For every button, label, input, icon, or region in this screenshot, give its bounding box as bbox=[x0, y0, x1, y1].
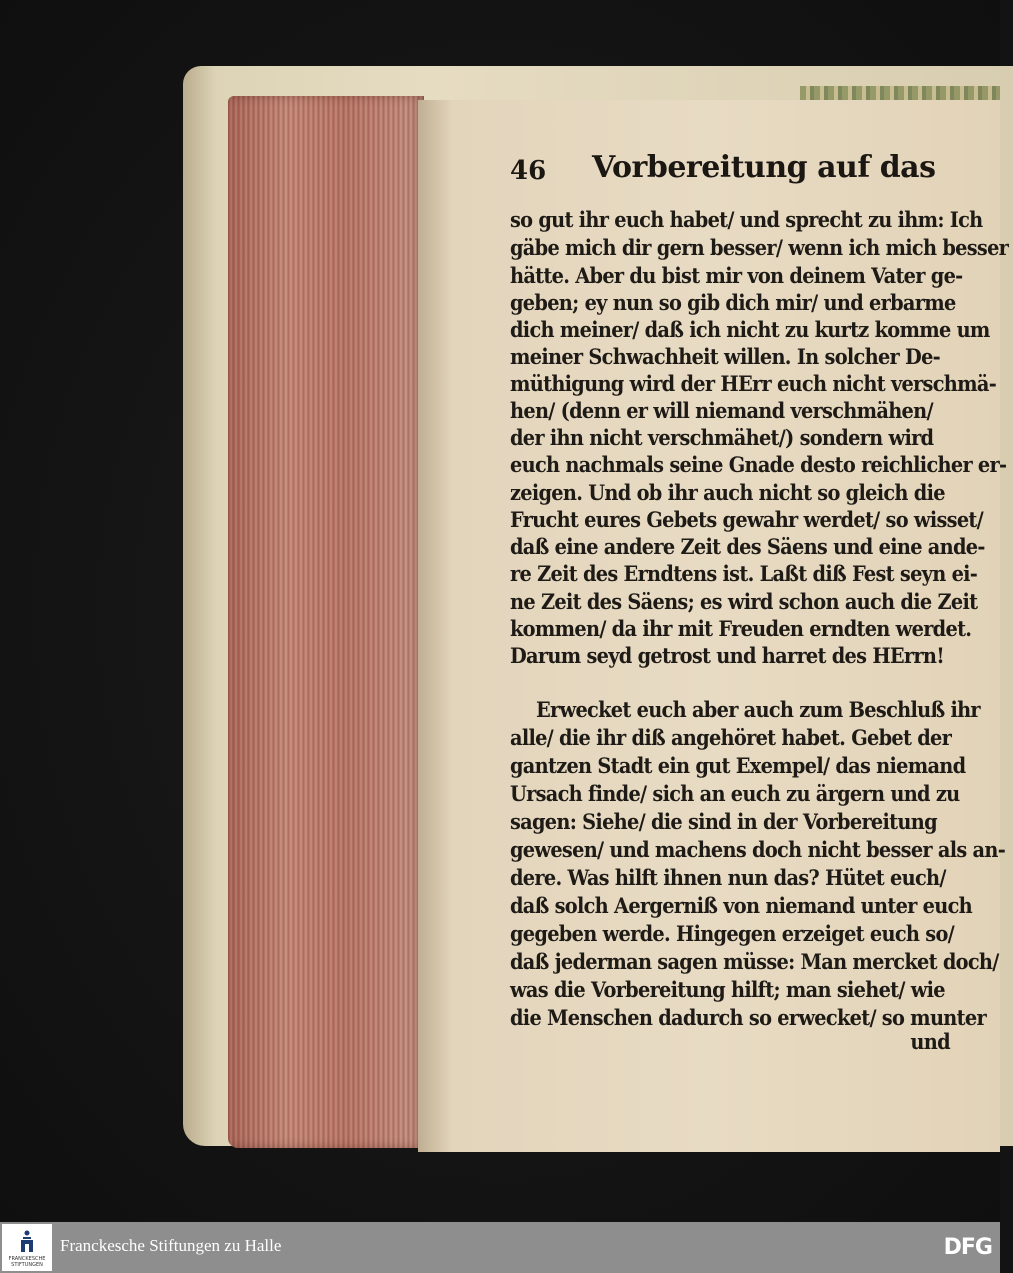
viewer-footer-bar bbox=[0, 1222, 1000, 1273]
text-line: ne Zeit des Säens; es wird schon auch die Zeit bbox=[510, 590, 978, 615]
text-line: hen/ (denn er will niemand verschmähen/ bbox=[510, 399, 933, 424]
text-line: sagen: Siehe/ die sind in der Vorbereitung bbox=[510, 810, 937, 835]
text-line: euch nachmals seine Gnade desto reichlicher er- bbox=[510, 453, 1007, 478]
dfg-logo-icon[interactable]: DFG bbox=[943, 1235, 992, 1260]
text-line: meiner Schwachheit willen. In solcher De- bbox=[510, 345, 940, 370]
text-line: Ursach finde/ sich an euch zu ärgern und zu bbox=[510, 782, 960, 807]
text-line: der ihn nicht verschmähet/) sondern wird bbox=[510, 426, 934, 451]
institution-name: Franckesche Stiftungen zu Halle bbox=[60, 1236, 282, 1255]
page-block-edge bbox=[228, 96, 424, 1148]
text-line: gegeben werde. Hingegen erzeiget euch so/ bbox=[510, 922, 954, 947]
text-line: gäbe mich dir gern besser/ wenn ich mich besser bbox=[510, 236, 1009, 261]
text-line: zeigen. Und ob ihr auch nicht so gleich die bbox=[510, 481, 945, 506]
page-text bbox=[510, 150, 1009, 1055]
text-line: daß jederman sagen müsse: Man mercket doch/ bbox=[510, 950, 999, 975]
logo-mark-icon bbox=[18, 1230, 36, 1254]
page-header bbox=[510, 150, 960, 194]
text-line: daß solch Aergerniß von niemand unter euch bbox=[510, 894, 972, 919]
text-line: so gut ihr euch habet/ und sprecht zu ihm: Ich bbox=[510, 208, 983, 233]
text-line: Darum seyd getrost und harret des HErrn! bbox=[510, 644, 944, 669]
logo-caption: FRANCKESCHE STIFTUNGEN bbox=[8, 1256, 46, 1268]
text-line: die Menschen dadurch so erwecket/ so munter bbox=[510, 1006, 986, 1031]
text-line: was die Vorbereitung hilft; man siehet/ wie bbox=[510, 978, 945, 1003]
text-line: Frucht eures Gebets gewahr werdet/ so wisset/ bbox=[510, 508, 983, 533]
franckesche-stiftungen-logo-icon[interactable] bbox=[2, 1224, 52, 1271]
text-line: geben; ey nun so gib dich mir/ und erbarme bbox=[510, 291, 956, 316]
text-line: daß eine andere Zeit des Säens und eine ande- bbox=[510, 535, 985, 560]
text-line: gewesen/ und machens doch nicht besser als an- bbox=[510, 838, 1006, 863]
running-title: Vorbereitung auf das bbox=[592, 150, 936, 185]
text-line: re Zeit des Erndtens ist. Laßt diß Fest seyn ei- bbox=[510, 562, 978, 587]
text-line: alle/ die ihr diß angehöret habet. Gebet der bbox=[510, 726, 952, 751]
text-line: Erwecket euch aber auch zum Beschluß ihr bbox=[536, 698, 980, 723]
text-line: müthigung wird der HErr euch nicht verschmä- bbox=[510, 372, 996, 397]
text-line: hätte. Aber du bist mir von deinem Vater ge- bbox=[510, 264, 963, 289]
page-number: 46 bbox=[510, 156, 547, 186]
text-line: dere. Was hilft ihnen nun das? Hütet euch/ bbox=[510, 866, 946, 891]
text-line: kommen/ da ihr mit Freuden erndten werdet. bbox=[510, 617, 972, 642]
catchword: und bbox=[910, 1030, 950, 1055]
text-line: dich meiner/ daß ich nicht zu kurtz komme um bbox=[510, 318, 990, 343]
text-line: gantzen Stadt ein gut Exempel/ das niemand bbox=[510, 754, 966, 779]
